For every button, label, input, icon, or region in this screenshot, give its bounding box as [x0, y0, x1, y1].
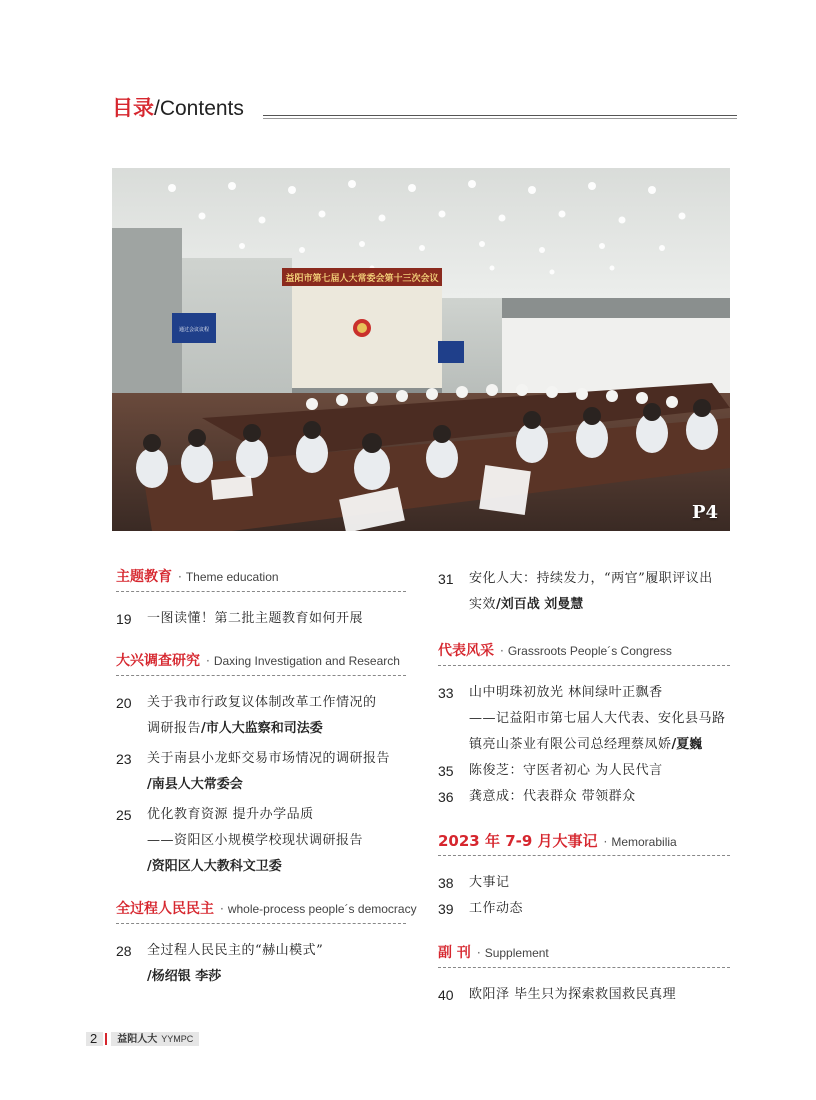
section-title-cn: 主题教育 — [116, 569, 172, 585]
section-divider — [438, 855, 730, 856]
section-header-supplement: 副 刊 · Supplement — [438, 942, 730, 964]
toc-entry[interactable] — [438, 784, 730, 810]
toc-page-number: 38 — [438, 875, 454, 891]
section-title-en: Supplement — [484, 946, 549, 960]
toc-entry[interactable] — [116, 938, 406, 990]
section-title-cn: 代表风采 — [438, 643, 494, 659]
toc-entry-author: /夏巍 — [671, 737, 703, 752]
section-divider — [438, 967, 730, 968]
section-header-democracy: 全过程人民民主 · whole-process people´s democracy — [116, 898, 406, 920]
section-header-representatives: 代表风采 · Grassroots People´s Congress — [438, 640, 730, 662]
toc-entry[interactable] — [116, 746, 406, 798]
magazine-name: 益阳人大 YYMPC — [111, 1032, 199, 1046]
toc-entry-title: 欧阳泽 毕生只为探索救国救民真理 — [469, 987, 677, 1002]
header-divider — [263, 115, 737, 123]
toc-entry[interactable] — [438, 896, 730, 922]
photo-page-label: P4 — [691, 502, 718, 523]
toc-entry-author: /刘百战 刘曼慧 — [496, 597, 584, 612]
toc-page-number: 40 — [438, 987, 454, 1003]
toc-entry-title: 实效 — [469, 597, 497, 612]
toc-left-column — [116, 566, 417, 990]
contents-heading-cn: 目录 — [112, 96, 154, 120]
toc-entry-title: 龚意成：代表群众 带领群众 — [469, 789, 636, 804]
toc-entry-author: /南县人大常委会 — [147, 777, 243, 792]
page-footer — [86, 1032, 199, 1046]
section-divider — [116, 591, 406, 592]
section-title-cn: 大兴调查研究 — [116, 653, 200, 669]
toc-page-number: 19 — [116, 611, 132, 627]
toc-entry-title: 大事记 — [469, 875, 510, 890]
toc-entry-title: 全过程人民民主的“赫山模式” — [147, 943, 324, 958]
page-number: 2 — [86, 1032, 103, 1046]
toc-entry[interactable] — [116, 690, 406, 742]
toc-entry-author: /资阳区人大教科文卫委 — [147, 859, 282, 874]
toc-page-number: 33 — [438, 685, 454, 701]
footer-accent-bar — [105, 1033, 107, 1045]
toc-entry-subtitle: ——资阳区小规模学校现状调研报告 — [147, 833, 364, 848]
toc-entry-title: 陈俊芝：守医者初心 为人民代言 — [469, 763, 663, 778]
toc-entry[interactable] — [438, 982, 730, 1008]
toc-page-number: 28 — [116, 943, 132, 959]
section-title-cn: 2023 年 7-9 月大事记 — [438, 832, 598, 850]
toc-entry-title: 调研报告 — [147, 721, 202, 736]
photo-screen-text: 通过会议议程 — [178, 327, 210, 333]
toc-entry-subtitle: 镇亮山茶业有限公司总经理蔡凤娇 — [469, 737, 672, 752]
toc-entry-title: 安化人大：持续发力，“两官”履职评议出 — [469, 571, 713, 586]
toc-entry[interactable] — [116, 606, 406, 632]
section-header-investigation: 大兴调查研究 · Daxing Investigation and Research — [116, 650, 406, 672]
toc-entry-title: 关于南县小龙虾交易市场情况的调研报告 — [147, 751, 391, 766]
toc-entry-author: /市人大监察和司法委 — [201, 721, 323, 736]
toc-entry-title: 优化教育资源 提升办学品质 — [147, 807, 314, 822]
section-divider — [116, 675, 406, 676]
toc-page-number: 20 — [116, 695, 132, 711]
meeting-photo-illustration — [112, 168, 730, 531]
toc-entry[interactable] — [438, 680, 730, 758]
section-title-en: Memorabilia — [611, 835, 677, 849]
toc-entry-title: 山中明珠初放光 林间绿叶正飘香 — [469, 685, 663, 700]
meeting-photo — [112, 168, 730, 531]
photo-banner-text: 益阳市第七届人大常委会第十三次会议 — [285, 274, 439, 284]
toc-page-number: 35 — [438, 763, 454, 779]
toc-entry[interactable] — [438, 566, 730, 618]
toc-entry-title: 关于我市行政复议体制改革工作情况的 — [147, 695, 377, 710]
toc-entry[interactable] — [438, 870, 730, 896]
toc-page-number: 36 — [438, 789, 454, 805]
section-divider — [116, 923, 406, 924]
toc-entry-author: /杨绍银 李莎 — [147, 969, 222, 984]
section-title-en: Theme education — [185, 570, 279, 584]
toc-entry[interactable] — [116, 802, 406, 880]
toc-page-number: 25 — [116, 807, 132, 823]
toc-right-column — [438, 566, 730, 1008]
toc-page-number: 23 — [116, 751, 132, 767]
contents-heading-en: /Contents — [154, 97, 244, 120]
section-header-memorabilia: 2023 年 7-9 月大事记 · Memorabilia — [438, 832, 677, 850]
toc-page-number: 31 — [438, 571, 454, 587]
section-title-cn: 副 刊 — [438, 945, 471, 961]
section-header-theme-education: 主题教育 · Theme education — [116, 566, 406, 588]
toc-page-number: 39 — [438, 901, 454, 917]
section-divider — [438, 665, 730, 666]
section-title-en: whole-process people´s democracy — [227, 902, 417, 916]
toc-entry[interactable] — [438, 758, 730, 784]
section-title-cn: 全过程人民民主 — [116, 901, 214, 917]
magazine-code: YYMPC — [161, 1034, 194, 1044]
toc-entry-title: 一图读懂！第二批主题教育如何开展 — [147, 611, 364, 626]
section-title-en: Grassroots People´s Congress — [507, 644, 672, 658]
toc-entry-title: 工作动态 — [469, 901, 524, 916]
contents-heading — [112, 94, 244, 123]
toc-entry-subtitle: ——记益阳市第七届人大代表、安化县马路 — [469, 711, 726, 726]
section-title-en: Daxing Investigation and Research — [213, 654, 400, 668]
